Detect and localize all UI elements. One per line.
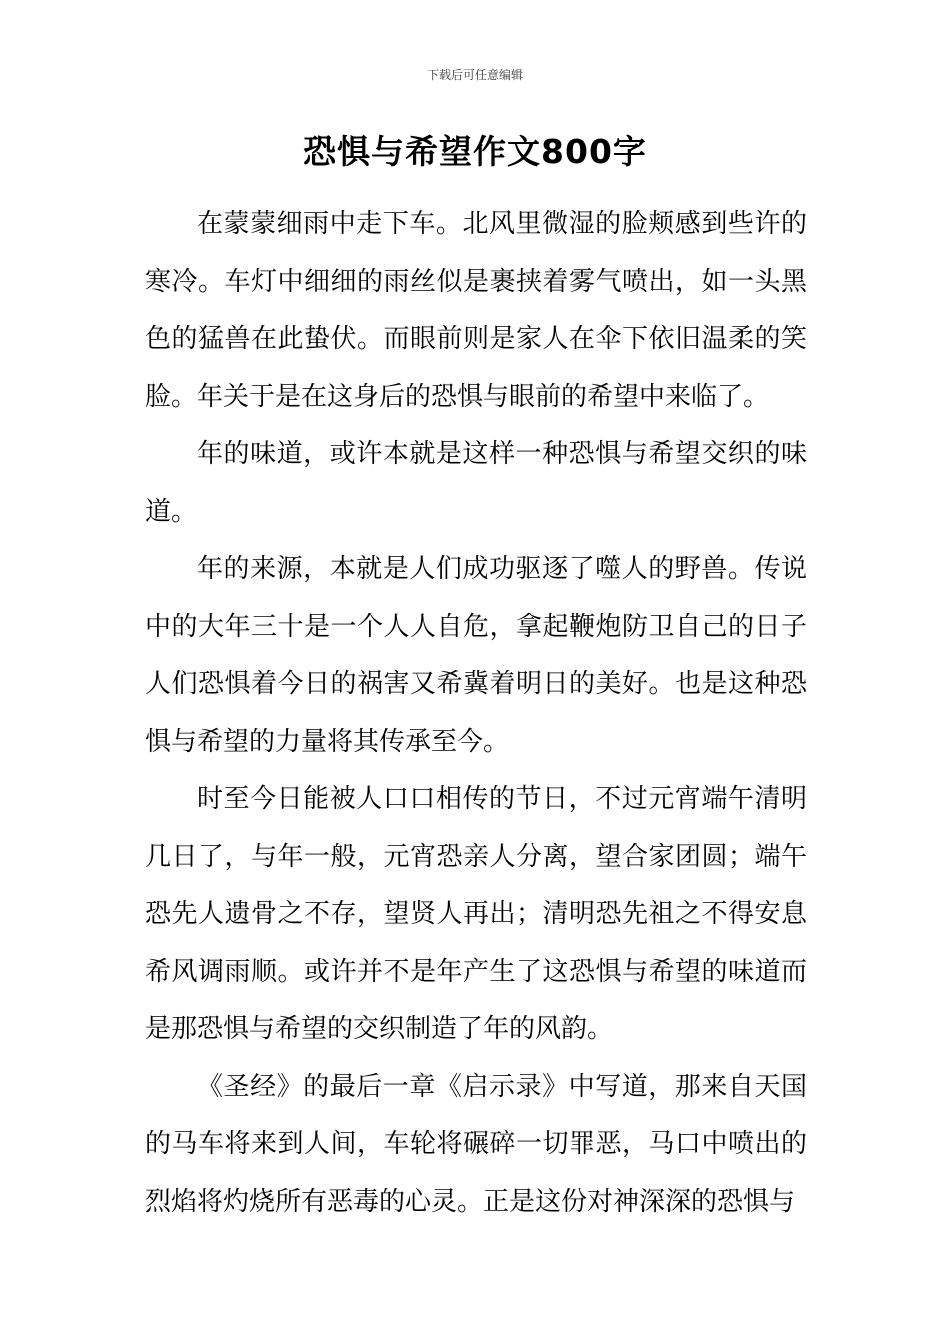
document-title: 恐惧与希望作文800字 bbox=[303, 132, 647, 171]
document-body bbox=[145, 196, 807, 1231]
paragraph: 年的味道，或许本就是这样一种恐惧与希望交织的味道。 bbox=[145, 439, 807, 527]
paragraph: 《圣经》的最后一章《启示录》中写道，那来自天国的马车将来到人间，车轮将碾碎一切罪恶，马口中喷出的烈焰将灼烧所有恶毒的心灵。正是这份对神深深的恐惧与 bbox=[145, 1071, 807, 1217]
header-note: 下载后可任意编辑 bbox=[426, 68, 523, 82]
paragraph: 在蒙蒙细雨中走下车。北风里微湿的脸颊感到些许的寒冷。车灯中细细的雨丝似是裹挟着雾气喷出，如一头黑色的猛兽在此蛰伏。而眼前则是家人在伞下依旧温柔的笑脸。年关于是在这身后的恐惧与眼前的希望中来临了。 bbox=[145, 209, 807, 412]
paragraph: 年的来源，本就是人们成功驱逐了噬人的野兽。传说中的大年三十是一个人人自危，拿起鞭炮防卫自己的日子人们恐惧着今日的祸害又希冀着明日的美好。也是这种恐惧与希望的力量将其传承至今。 bbox=[145, 554, 807, 757]
paragraph: 时至今日能被人口口相传的节日，不过元宵端午清明几日了，与年一般，元宵恐亲人分离，望合家团圆；端午恐先人遗骨之不存，望贤人再出；清明恐先祖之不得安息希风调雨顺。或许并不是年产生了这恐惧与希望的味道而是那恐惧与希望的交织制造了年的风韵。 bbox=[145, 784, 807, 1044]
